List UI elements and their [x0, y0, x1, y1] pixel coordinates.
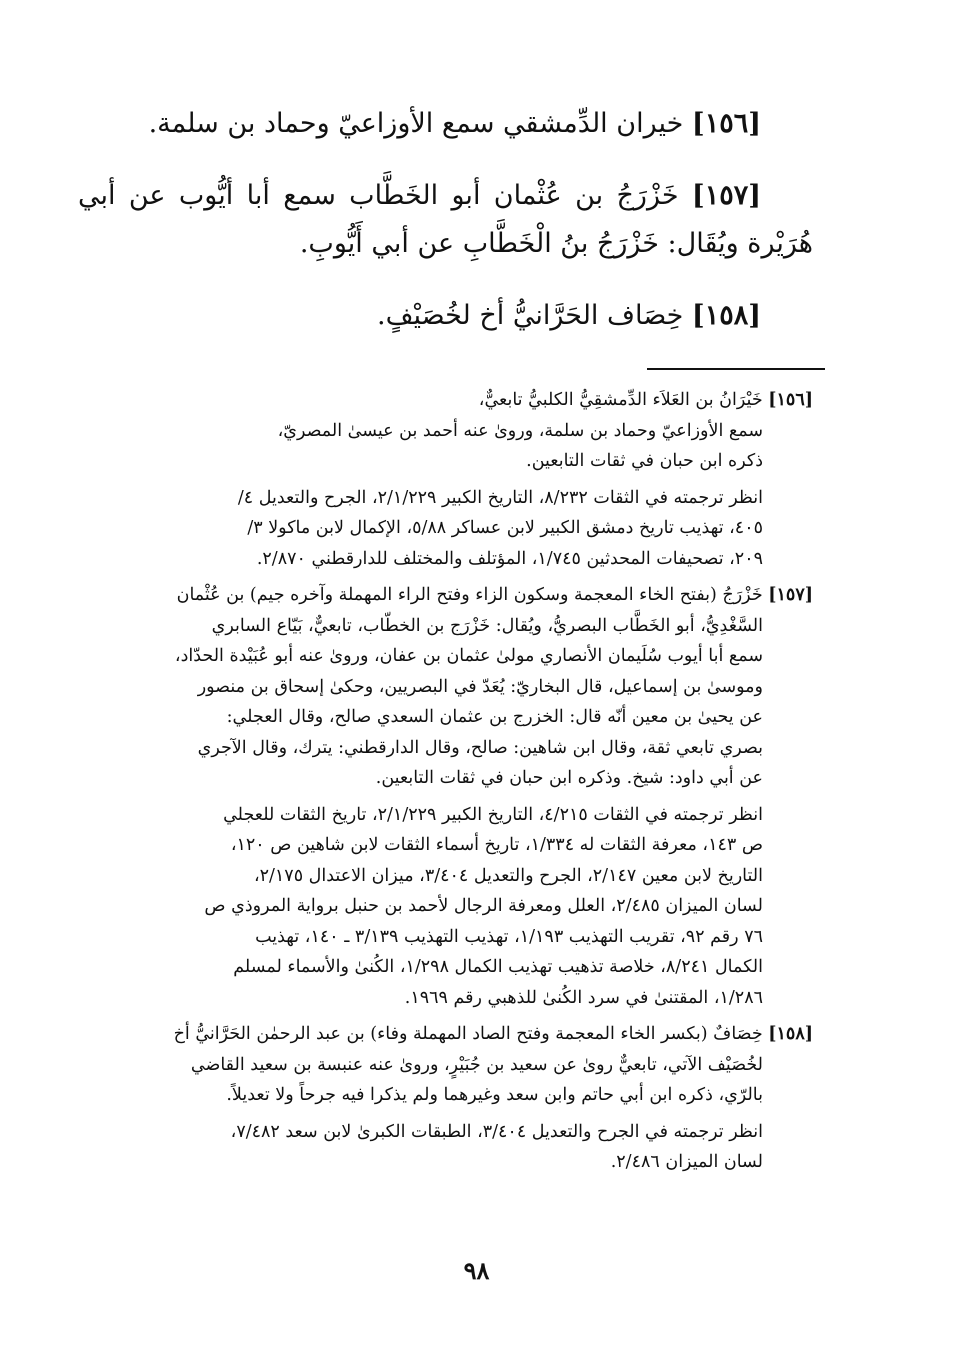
main-entry-158	[78, 292, 761, 340]
footnote-text: خَزْرَجُ (بفتح الخاء المعجمة وسكون الزاء وفتح الراء المهملة وآخره جيم) بن عُثْمان	[176, 585, 763, 605]
footnote-line: ١/٢٨٦، المقتنىٰ في سرد الكُنىٰ للذهبي رقم ١٩٦٩.	[404, 987, 763, 1008]
page-number: ٩٨	[463, 1256, 490, 1285]
footnote-line: ص ١٤٣، معرفة الثقات له ١/٣٣٤، تاريخ أسماء الثقات لابن شاهين ص ١٢٠،	[230, 835, 763, 855]
footnotes	[122, 385, 813, 1184]
footnote-line: لسان الميزان ٢/٤٨٦.	[610, 1152, 763, 1172]
footnote-line	[122, 1019, 813, 1050]
main-entry-156	[78, 100, 761, 148]
footnote-line: ٤٠٥، تهذيب تاريخ دمشق الكبير لابن عساكر ٥/٨٨، الإكمال لابن ماكولا ٣/	[247, 518, 763, 538]
entry-text: خِصَاف الحَرَّانيُّ أخ لخُصَيْفٍ.	[377, 300, 684, 331]
footnote-line: التاريخ لابن معين ٢/١٤٧، الجرح والتعديل ٣/٤٠٤، ميزان الاعتدال ٢/١٧٥،	[253, 865, 763, 886]
footnote-number: [١٥٦]	[768, 390, 813, 410]
entry-number: [١٥٦]	[691, 108, 761, 139]
main-entry-157	[78, 172, 813, 268]
footnote-line: انظر ترجمته في الثقات ٨/٢٣٢، التاريخ الكبير ٢/١/٢٢٩، الجرح والتعديل ٤/	[237, 487, 763, 508]
footnote-line: سمع الأوزاعيّ وحماد بن سلمة، وروىٰ عنه أحمد بن عيسىٰ المصريّ،	[277, 420, 763, 441]
footnote-157	[122, 580, 813, 1013]
footnote-line: انظر ترجمته في الثقات ٤/٢١٥، التاريخ الكبير ٢/١/٢٢٩، تاريخ الثقات للعجلي	[223, 804, 763, 825]
footnote-line: وموسىٰ بن إسماعيل، قال البخاريّ: يُعَدّ في البصريين، وحكىٰ إسحاق بن منصور	[197, 676, 763, 697]
footnote-line: لخُصَيْف الآتي، تابعيٌّ روىٰ عن سعيد بن جُبَيْرٍ، وروىٰ عنه عنبسة بن سعيد القاضي	[190, 1054, 763, 1075]
footnote-line: السَّغْدِيُّ، أبو الخَطَّاب البصريُّ، ويُقال: خَزْرَج بن الخطّاب، تابعيٌّ، بَيّاع السابري	[211, 615, 763, 636]
footnote-line: انظر ترجمته في الجرح والتعديل ٣/٤٠٤، الطبقات الكبرىٰ لابن سعد ٧/٤٨٢،	[230, 1121, 763, 1142]
entry-number: [١٥٨]	[691, 300, 761, 331]
footnote-158	[122, 1019, 813, 1178]
footnote-line: عن يحيىٰ بن معين أنّه قال: الخزرج بن عثمان السعدي صالح، وقال العجلي:	[226, 707, 763, 727]
footnote-line	[122, 580, 813, 611]
footnote-line: عن أبي داود: شيخ. وذكره ابن حبان في ثقات التابعين.	[375, 768, 763, 788]
footnote-line: ذكره ابن حبان في ثقات التابعين.	[526, 451, 763, 471]
footnote-text: خَيْرَانُ بن العَلاَء الدِّمشقِيُّ الكلبيُّ تابعيٌّ،	[478, 390, 763, 410]
footnote-line: ٧٦ رقم ٩٢، تقريب التهذيب ١/١٩٣، تهذيب التهذيب ٣/١٣٩ ـ ١٤٠، تهذيب	[255, 926, 763, 947]
footnote-number: [١٥٧]	[768, 585, 813, 605]
footnote-line	[122, 385, 813, 416]
footnote-line: بصري تابعي ثقة، وقال ابن شاهين: صالح، وقال الدارقطني: يترك، وقال الآجري	[197, 737, 763, 758]
entry-text: خَزْرَجُ بن عُثْمان أبو الخَطَّاب سمع أبا أيُّوب عن أبي هُرَيْرة ويُقَال: خَزْرَجُ بنُ الْخَطَّابِ عن أبي أَيُّوبِ.	[78, 180, 813, 259]
main-text	[78, 100, 813, 364]
entry-text: خيران الدِّمشقي سمع الأوزاعيّ وحماد بن سلمة.	[148, 108, 684, 139]
footnote-line: الكمال ٨/٢٤١، خلاصة تذهيب تهذيب الكمال ١/٢٩٨، الكُنىٰ والأسماء لمسلم	[233, 957, 763, 977]
footnote-156	[122, 385, 813, 574]
footnote-line: ٢٠٩، تصحيفات المحدثين ١/٧٤٥، المؤتلف والمختلف للدارقطني ٢/٨٧٠.	[256, 548, 763, 569]
footnote-line: لسان الميزان ٢/٤٨٥، العلل ومعرفة الرجال لأحمد بن حنبل برواية المروذي ص	[204, 896, 763, 916]
footnote-line: سمع أبا أيوب سُلَيمان الأنصاري مولىٰ عثمان بن عفان، وروىٰ عنه أبو عُبَيْدة الحدّاد،	[174, 646, 763, 666]
entry-number: [١٥٧]	[691, 180, 761, 211]
footnote-number: [١٥٨]	[768, 1024, 813, 1044]
footnote-divider	[647, 368, 825, 370]
footnote-text: خِصَافٌ (بكسر الخاء المعجمة وفتح الصاد المهملة وفاء) بن عبد الرحمٰن الحَرَّانيُّ أخ	[173, 1024, 763, 1044]
footnote-line: بالرّي، ذكره ابن أبي حاتم وابن سعد وغيرهما ولم يذكرا فيه جرحاً ولا تعديلاً.	[226, 1085, 763, 1105]
